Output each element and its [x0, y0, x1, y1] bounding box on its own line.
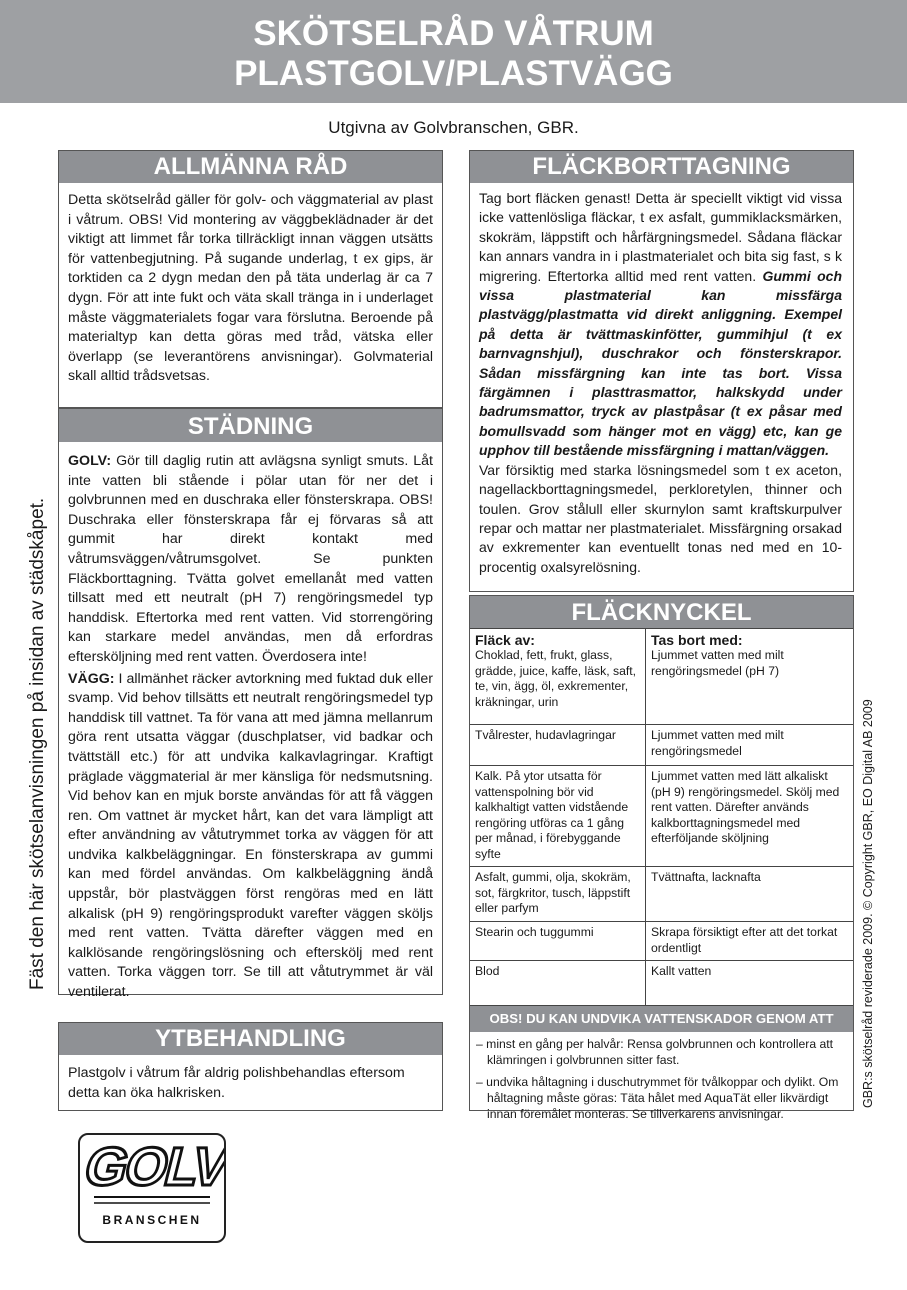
logo-subtext: BRANSCHEN: [102, 1213, 202, 1227]
flack-paragraph-1: [479, 189, 842, 461]
vagg-paragraph: [68, 670, 433, 1003]
table-row: [470, 766, 853, 867]
table-cell: Stearin och tuggummi: [470, 922, 646, 961]
golv-label: GOLV:: [68, 453, 112, 469]
title-line-1: SKÖTSELRÅD VÅTRUM: [253, 14, 654, 53]
ytbehandling-text: Plastgolv i våtrum får aldrig polishbehandlas eftersom detta kan öka halkrisken.: [68, 1065, 405, 1101]
obs-item: – minst en gång per halvår: Rensa golvbrunnen och kontrollera att klämringen i golvbrunnen sitter fast.: [476, 1037, 834, 1067]
table-row: [470, 961, 853, 1006]
vagg-text: I allmänhet räcker avtorkning med fuktad duk eller svamp. Vid behov tillsätts ett neutralt rengöringsmedel typ handdisk till vattnet. Ta för vana att med jämna mellanrum göra rent utsatta väggar (duschplatser, vid badkar och tvättställ etc.) för att undvika kalkavlagringar. Kraftigt präglade väggmaterial är mer känsliga för nedsmutsning. Vid behov kan en mjuk borste användas för att få väggen ren. Om vattnet är mycket hårt, kan det vara lämpligt att efter användning av våtutrymmet torka av väggen för att undvika kalkbeläggningar. En fönsterskrapa av gummi kan med fördel användas. Om kalkbeläggning ändå uppstår, bör plastväggen först rengöras med en lätt alkalisk (pH 9) rengöringsprodukt varefter väggen sköljs med rent vatten. Tvätta därefter väggen med en kalklösande rengöringslösning och efterskölj med rent vatten. Torka väggen torr. Se till att våtutrymmet är väl ventilerat.: [68, 670, 433, 1001]
copyright-note: GBR:s skötselråd reviderade 2009. © Copyright GBR, EO Digital AB 2009: [861, 699, 875, 1108]
section-heading: ALLMÄNNA RÅD: [59, 151, 442, 183]
publisher-line: Utgivna av Golvbranschen, GBR.: [328, 118, 579, 137]
table-cell: Blod: [470, 961, 646, 1006]
page-title: [0, 14, 907, 94]
table-row-cell: [470, 629, 646, 725]
table-cell: Kallt vatten: [646, 961, 854, 1006]
table-cell: Tvålrester, hudavlagringar: [470, 725, 646, 766]
flack-warning: Gummi och vissa plastmaterial kan missfärga plastvägg/plastmatta vid direkt anliggning. Exempel på detta är tvättmaskinfötter, gummihjul (t ex barnvagnshjul), duschrakor och fönsterskrapor. Sådan missfärgning kan inte tas bort. Vissa färgämnen i plasttrasmattor, halkskydd under badrumsmattor, tryck av plastpåsar (t ex påsar med bomullsvadd som hänger mot en vägg) etc, kan ge upphov till bestående missfärgning i mattan/väggen.: [479, 267, 842, 459]
side-instruction: Fäst den här skötselanvisningen på insidan av städskåpet.: [27, 497, 48, 990]
column-header-stain: Fläck av:: [475, 632, 535, 648]
section-flackborttagning: [469, 150, 854, 592]
obs-list: [470, 1032, 853, 1122]
table-cell: Choklad, fett, frukt, glass, grädde, juice, kaffe, läsk, saft, te, vin, ägg, öl, exkrementer, kräkningar, urin: [475, 648, 637, 709]
table-cell: Tvättnafta, lacknafta: [646, 867, 854, 922]
allmanna-text: Detta skötselråd gäller för golv- och väggmaterial av plast i våtrum. OBS! Vid montering av väggbeklädnader är det viktigt att limmet får torka tillräckligt innan väggen utsätts för vattenbegjutning. På sugande underlag, t ex gips, är torktiden ca 2 dygn medan den på täta underlag är ca 7 dygn. För att inte fukt och väta skall tränga in i underlaget måste väggmaterialets fogar vara förslutna. Beroende på materialtyp kan detta göras med tråd, vätska eller överlapp (se leverantörens anvisningar). Golvmaterial skall alltid trådsvetsas.: [68, 192, 433, 385]
section-allmanna-rad: [58, 150, 443, 408]
section-heading: FLÄCKBORTTAGNING: [470, 151, 853, 183]
golv-paragraph: [68, 452, 433, 668]
logo-graphic: [80, 1135, 224, 1241]
table-row-cell: [646, 629, 854, 725]
logo-word: GOLV: [80, 1135, 224, 1197]
section-flacknyckel: [469, 595, 854, 1121]
section-stadning: [58, 408, 443, 1001]
flack-paragraph-2: Var försiktig med starka lösningsmedel som t ex aceton, nagellackborttagningsmedel, perkloretylen, thinner och toulen. Grov stålull eller skurnylon samt kraftskurpulver repar och mattar ner plastmaterialet. Missfärgning orsakad av exkrementer kan eventuellt tonas ned med en 10-procentig oxalsyrelösning.: [479, 461, 842, 575]
section-heading: FLÄCKNYCKEL: [470, 596, 853, 628]
section-text: [59, 183, 442, 387]
table-header-row: [470, 629, 853, 725]
vagg-label: VÄGG:: [68, 670, 115, 687]
section-heading: STÄDNING: [59, 409, 442, 442]
golv-text: Gör till daglig rutin att avlägsna synligt smuts. Låt inte vatten bli stående i pölar utan för ner det i golvbrunnen med en duschraka eller fönsterskrapa. OBS! Duschraka eller fönsterskrapa får ej förvaras så att gummit har direkt kontakt med våtrumsväggen/våtrumsgolvet. Se punkten Fläckborttagning. Tvätta golvet emellanåt med vatten tillsatt med ett neutralt (pH 7) rengöringsmedel typ handdisk. Eftertorka med rent vatten. Vid storrengöring kan starkare medel användas, men då erfordras eftersköljning med rent vatten. Överdosera inte!: [68, 453, 433, 665]
obs-heading: OBS! DU KAN UNDVIKA VATTENSKADOR GENOM ATT: [470, 1006, 853, 1032]
golvbranschen-logo: [78, 1133, 226, 1243]
section-text: [470, 183, 853, 577]
table-row: [470, 725, 853, 766]
table-cell: Skrapa försiktigt efter att det torkat ordentligt: [646, 922, 854, 961]
table-row: [470, 922, 853, 961]
table-cell: Ljummet vatten med milt rengöringsmedel (pH 7): [651, 648, 784, 678]
column-header-remedy: Tas bort med:: [651, 632, 743, 648]
header-banner: [0, 0, 907, 103]
title-line-2: PLASTGOLV/PLASTVÄGG: [234, 54, 673, 93]
section-text: [59, 1055, 442, 1103]
section-heading: YTBEHANDLING: [59, 1023, 442, 1055]
stain-key-table: [470, 628, 853, 1006]
flack-text-1: Tag bort fläcken genast! Detta är speciellt viktigt vid vissa icke vattenlösliga fläckar, t ex asfalt, gummiklacksmärken, skokräm, läppstift och hårfärgningsmedel. Sådana fläckar kan annars vandra in i plastmaterialet och bita sig fast, s k migrering. Eftertorka alltid med rent vatten.: [479, 190, 842, 284]
table-row: [470, 867, 853, 922]
table-cell: Asfalt, gummi, olja, skokräm, sot, färgkritor, tusch, läppstift eller parfym: [470, 867, 646, 922]
table-cell: Kalk. På ytor utsatta för vattenspolning bör vid kalkhaltigt vatten vidstående rengöring utföras ca 1 gång per månad, i förebyggande syfte: [470, 766, 646, 867]
obs-item: – undvika håltagning i duschutrymmet för tvålkoppar och dylikt. Om håltagning måste göras: Täta hålet med AquaTät eller likvärdigt innan föremålet monteras. Se tillverkarens anvisningar.: [476, 1075, 839, 1121]
table-cell: Ljummet vatten med lätt alkaliskt (pH 9) rengöringsmedel. Skölj med rent vatten. Därefter används kalkborttagningsmedel med efterföljande sköljning: [646, 766, 854, 867]
table-cell: Ljummet vatten med milt rengöringsmedel: [646, 725, 854, 766]
section-text: [59, 442, 442, 1003]
section-ytbehandling: [58, 1022, 443, 1111]
